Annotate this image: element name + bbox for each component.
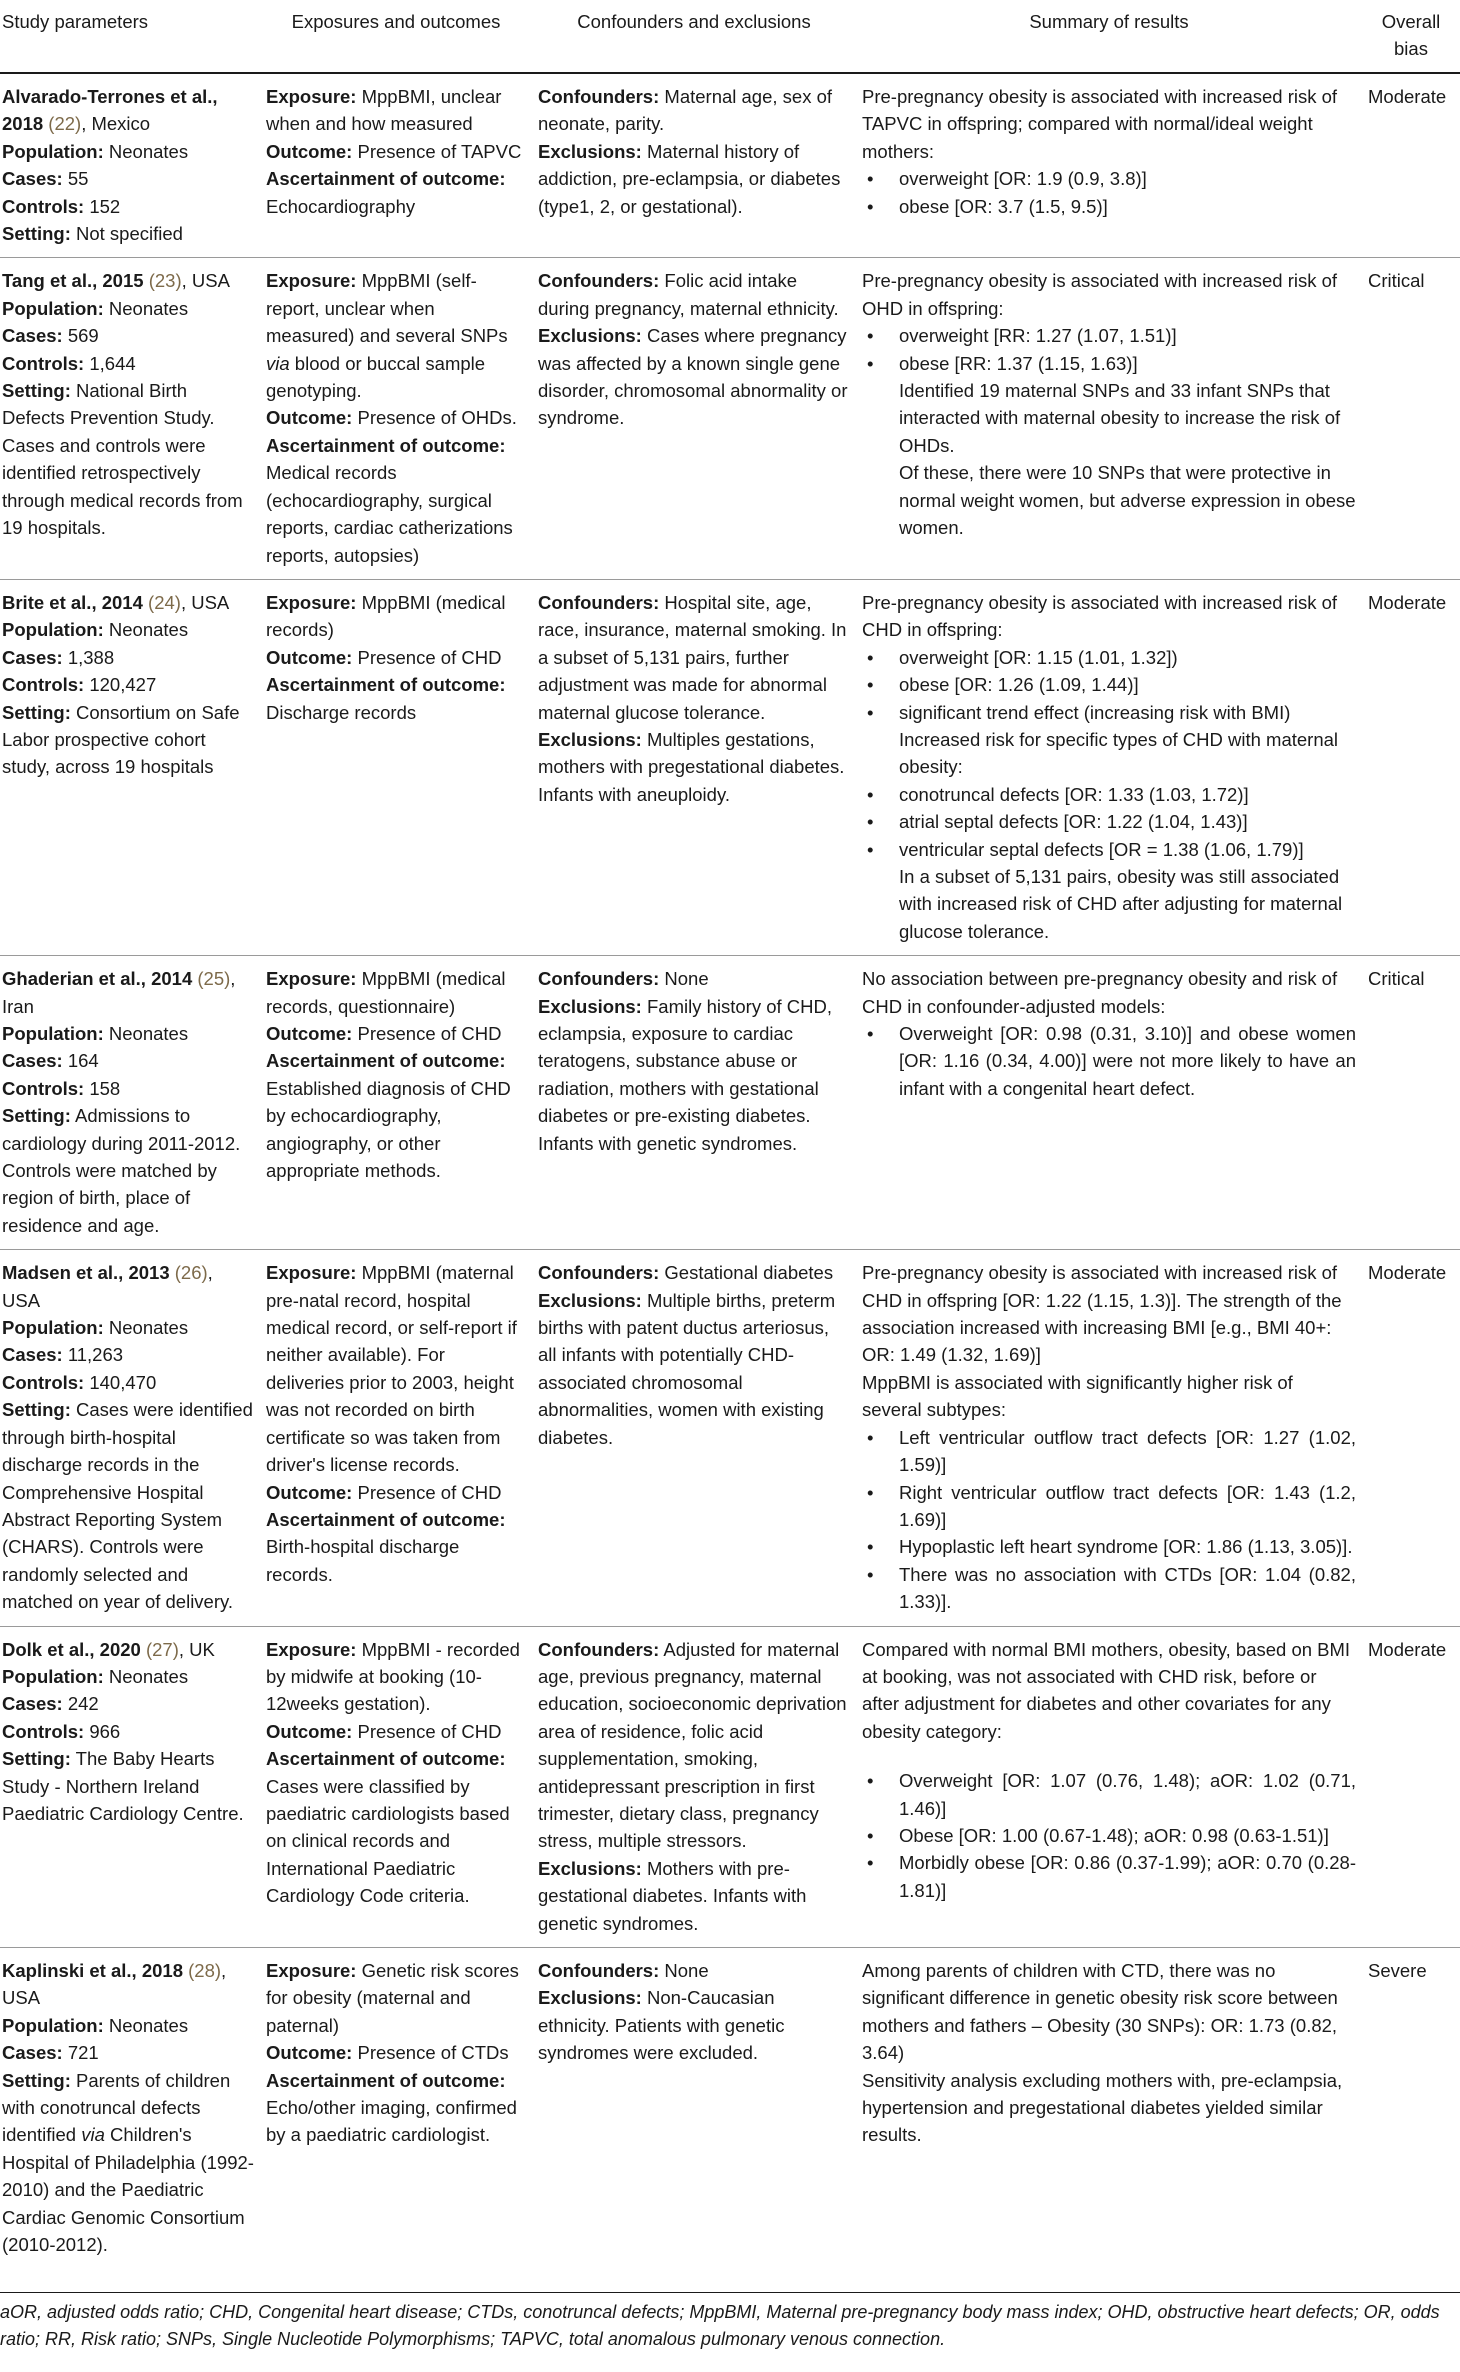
overall-bias-cell: Critical <box>1362 956 1460 1250</box>
exposures-outcomes-cell: Exposure: Genetic risk scores for obesity (maternal and paternal) Outcome: Presence of CTDs Ascertainment of outcome: Echo/other imaging, confirmed by a paediatric cardiologist. <box>260 1948 532 2269</box>
summary-results-cell: Pre-pregnancy obesity is associated with increased risk of CHD in offspring [OR: 1.22 (1.15, 1.3)]. The strength of the association increased with increasing BMI [e.g., BMI 40+: OR: 1.49 (1.32, 1.69)] MppBMI is associated with significantly higher risk of several subtypes: • Left ventricular outflow tract defects [OR: 1.27 (1.02, 1.59)] • Right ventricular outflow tract defects [OR: 1.43 (1.2, 1.69)] • Hypoplastic left heart syndrome [OR: 1.86 (1.13, 3.05)]. • There was no association with CTDs [OR: 1.04 (0.82, 1.33)]. <box>856 1250 1362 1626</box>
study-parameters-cell: Ghaderian et al., 2014 (25), Iran Population: Neonates Cases: 164 Controls: 158 Setting: Admissions to cardiology during 2011-2012. Controls were matched by region of birth, place of residence and age. <box>0 956 260 1250</box>
overall-bias-cell: Critical <box>1362 258 1460 579</box>
study-parameters-cell: Madsen et al., 2013 (26), USA Population: Neonates Cases: 11,263 Controls: 140,470 Setting: Cases were identified through birth-hospital discharge records in the Comprehensive Hospital Abstract Reporting System (CHARS). Controls were randomly selected and matched on year of delivery. <box>0 1250 260 1626</box>
study-parameters-cell: Dolk et al., 2020 (27), UK Population: Neonates Cases: 242 Controls: 966 Setting: The Baby Hearts Study - Northern Ireland Paediatric Cardiology Centre. <box>0 1626 260 1947</box>
table-row <box>0 1626 1460 1947</box>
summary-results-cell: Among parents of children with CTD, there was no significant difference in genetic obesity risk score between mothers and fathers – Obesity (30 SNPs): OR: 1.73 (0.82, 3.64) Sensitivity analysis excluding mothers with, pre-eclampsia, hypertension and pregestational diabetes yielded similar results. <box>856 1948 1362 2269</box>
exposures-outcomes-cell: Exposure: MppBMI - recorded by midwife at booking (10-12weeks gestation). Outcome: Presence of CHD Ascertainment of outcome: Cases were classified by paediatric cardiologists based on clinical records and International Paediatric Cardiology Code criteria. <box>260 1626 532 1947</box>
confounders-exclusions-cell: Confounders: None Exclusions: Non-Caucasian ethnicity. Patients with genetic syndromes were excluded. <box>532 1948 856 2269</box>
study-parameters-cell: Kaplinski et al., 2018 (28), USA Population: Neonates Cases: 721 Setting: Parents of children with conotruncal defects identified via Children's Hospital of Philadelphia (1992-2010) and the Paediatric Cardiac Genomic Consortium (2010-2012). <box>0 1948 260 2269</box>
overall-bias-cell: Severe <box>1362 1948 1460 2269</box>
overall-bias-cell: Moderate <box>1362 579 1460 955</box>
study-parameters-cell: Brite et al., 2014 (24), USA Population: Neonates Cases: 1,388 Controls: 120,427 Setting: Consortium on Safe Labor prospective cohort study, across 19 hospitals <box>0 579 260 955</box>
confounders-exclusions-cell: Confounders: Hospital site, age, race, insurance, maternal smoking. In a subset of 5,131 pairs, further adjustment was made for abnormal maternal glucose tolerance. Exclusions: Multiples gestations, mothers with pregestational diabetes. Infants with aneuploidy. <box>532 579 856 955</box>
study-parameters-cell: Tang et al., 2015 (23), USA Population: Neonates Cases: 569 Controls: 1,644 Setting: National Birth Defects Prevention Study. Cases and controls were identified retrospectively through medical records from 19 hospitals. <box>0 258 260 579</box>
summary-results-cell: Compared with normal BMI mothers, obesity, based on BMI at booking, was not associated with CHD risk, before or after adjustment for diabetes and other covariates for any obesity category: • Overweight [OR: 1.07 (0.76, 1.48); aOR: 1.02 (0.71, 1.46)] • Obese [OR: 1.00 (0.67-1.48); aOR: 0.98 (0.63-1.51)] • Morbidly obese [OR: 0.86 (0.37-1.99); aOR: 0.70 (0.28-1.81)] <box>856 1626 1362 1947</box>
header-overall-bias: Overall bias <box>1362 0 1460 73</box>
confounders-exclusions-cell: Confounders: Gestational diabetes Exclusions: Multiple births, preterm births with patent ductus arteriosus, all infants with potentially CHD-associated chromosomal abnormalities, women with existing diabetes. <box>532 1250 856 1626</box>
table-row <box>0 579 1460 955</box>
confounders-exclusions-cell: Confounders: Folic acid intake during pregnancy, maternal ethnicity. Exclusions: Cases where pregnancy was affected by a known single gene disorder, chromosomal abnormality or syndrome. <box>532 258 856 579</box>
summary-results-cell: Pre-pregnancy obesity is associated with increased risk of OHD in offspring: • overweight [RR: 1.27 (1.07, 1.51)] • obese [RR: 1.37 (1.15, 1.63)] Identified 19 maternal SNPs and 33 infant SNPs that interacted with maternal obesity to increase the risk of OHDs. Of these, there were 10 SNPs that were protective in normal weight women, but adverse expression in obese women. <box>856 258 1362 579</box>
table-row <box>0 956 1460 1250</box>
header-row <box>0 0 1460 73</box>
header-summary-results: Summary of results <box>856 0 1362 73</box>
overall-bias-cell: Moderate <box>1362 1250 1460 1626</box>
exposures-outcomes-cell: Exposure: MppBMI (medical records) Outcome: Presence of CHD Ascertainment of outcome: Discharge records <box>260 579 532 955</box>
confounders-exclusions-cell: Confounders: None Exclusions: Family history of CHD, eclampsia, exposure to cardiac teratogens, substance abuse or radiation, mothers with gestational diabetes or pre-existing diabetes. Infants with genetic syndromes. <box>532 956 856 1250</box>
exposures-outcomes-cell: Exposure: MppBMI (maternal pre-natal record, hospital medical record, or self-report if neither available). For deliveries prior to 2003, height was not recorded on birth certificate so was taken from driver's license records. Outcome: Presence of CHD Ascertainment of outcome: Birth-hospital discharge records. <box>260 1250 532 1626</box>
header-exposures-outcomes: Exposures and outcomes <box>260 0 532 73</box>
summary-results-cell: No association between pre-pregnancy obesity and risk of CHD in confounder-adjusted models: • Overweight [OR: 0.98 (0.31, 3.10)] and obese women [OR: 1.16 (0.34, 4.00)] were not more likely to have an infant with a congenital heart defect. <box>856 956 1362 1250</box>
header-study-parameters: Study parameters <box>0 0 260 73</box>
table-row <box>0 73 1460 258</box>
exposures-outcomes-cell: Exposure: MppBMI (medical records, questionnaire) Outcome: Presence of CHD Ascertainment of outcome: Established diagnosis of CHD by echocardiography, angiography, or other appropriate methods. <box>260 956 532 1250</box>
confounders-exclusions-cell: Confounders: Maternal age, sex of neonate, parity. Exclusions: Maternal history of addiction, pre-eclampsia, or diabetes (type1, 2, or gestational). <box>538 86 841 217</box>
table-row <box>0 1948 1460 2269</box>
study-parameters-cell: Alvarado-Terrones et al., 2018 (22), Mexico Population: Neonates Cases: 55 Controls: 152 Setting: Not specified <box>2 86 218 245</box>
exposures-outcomes-cell: Exposure: MppBMI (self-report, unclear when measured) and several SNPs via blood or buccal sample genotyping. Outcome: Presence of OHDs. Ascertainment of outcome: Medical records (echocardiography, surgical reports, cardiac catherizations reports, autopsies) <box>260 258 532 579</box>
overall-bias-cell: Moderate <box>1368 86 1447 107</box>
table-footnote: aOR, adjusted odds ratio; CHD, Congenital heart disease; CTDs, conotruncal defects; MppBMI, Maternal pre-pregnancy body mass index; OHD, obstructive heart defects; OR, odds ratio; RR, Risk ratio; SNPs, Single Nucleotide Polymorphisms; TAPVC, total anomalous pulmonary venous connection. <box>0 2292 1460 2354</box>
summary-results-cell: Pre-pregnancy obesity is associated with increased risk of CHD in offspring: • overweight [OR: 1.15 (1.01, 1.32]) • obese [OR: 1.26 (1.09, 1.44)] • significant trend effect (increasing risk with BMI) Increased risk for specific types of CHD with maternal obesity: • conotruncal defects [OR: 1.33 (1.03, 1.72)] • atrial septal defects [OR: 1.22 (1.04, 1.43)] • ventricular septal defects [OR = 1.38 (1.06, 1.79)] In a subset of 5,131 pairs, obesity was still associated with increased risk of CHD after adjusting for maternal glucose tolerance. <box>856 579 1362 955</box>
confounders-exclusions-cell: Confounders: Adjusted for maternal age, previous pregnancy, maternal education, socioeconomic deprivation area of residence, folic acid supplementation, smoking, antidepressant prescription in first trimester, dietary class, pregnancy stress, multiple stressors. Exclusions: Mothers with pre-gestational diabetes. Infants with genetic syndromes. <box>532 1626 856 1947</box>
table-row <box>0 258 1460 579</box>
header-confounders-exclusions: Confounders and exclusions <box>532 0 856 73</box>
table-row <box>0 1250 1460 1626</box>
overall-bias-cell: Moderate <box>1362 1626 1460 1947</box>
summary-results-cell: Pre-pregnancy obesity is associated with increased risk of TAPVC in offspring; compared with normal/ideal weight mothers: • overweight [OR: 1.9 (0.9, 3.8)] • obese [OR: 3.7 (1.5, 9.5)] <box>856 73 1362 258</box>
exposures-outcomes-cell: Exposure: MppBMI, unclear when and how measured Outcome: Presence of TAPVC Ascertainment of outcome: Echocardiography <box>266 86 522 217</box>
